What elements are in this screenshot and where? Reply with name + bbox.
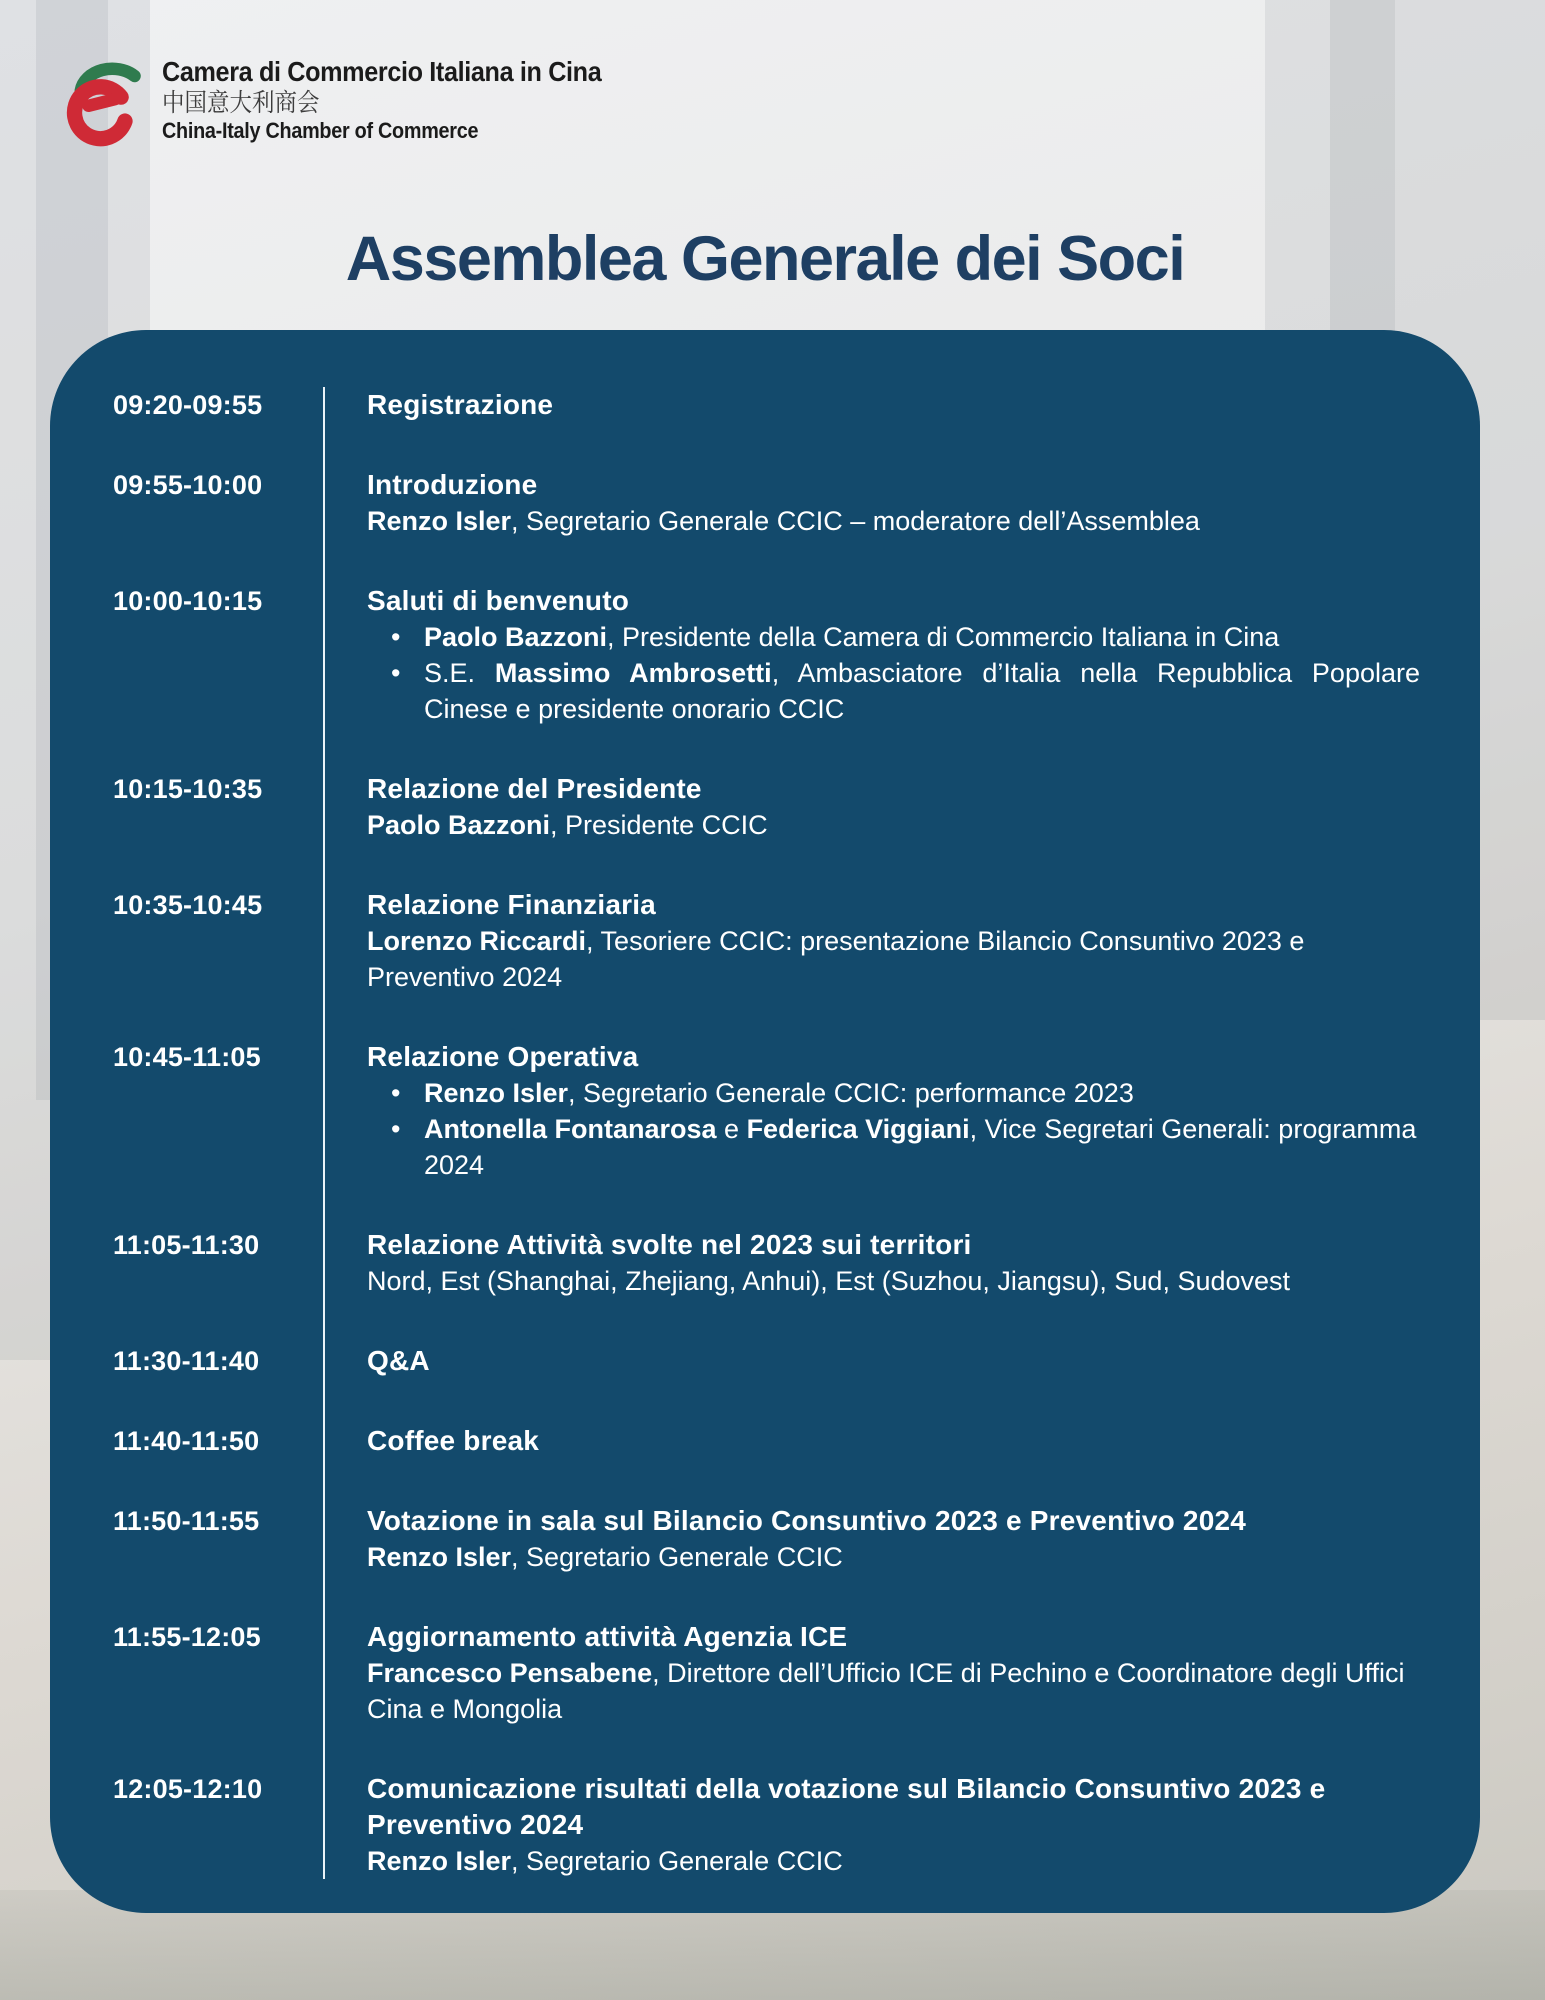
text-run: , Tesoriere CCIC: presentazione Bilancio Consuntivo 2023 e Preventivo 2024 <box>367 926 1305 992</box>
agenda-line-bullet <box>367 1075 1420 1111</box>
agenda-line-bullet <box>367 655 1420 727</box>
agenda-line-title <box>367 583 1420 619</box>
text-run: Renzo Isler <box>367 1542 512 1572</box>
agenda-line-title <box>367 771 1420 807</box>
text-run: Relazione Attività svolte nel 2023 sui territori <box>367 1229 972 1260</box>
agenda-line-title <box>367 1771 1420 1843</box>
agenda-content <box>323 1343 1420 1423</box>
page-title: Assemblea Generale dei Soci <box>345 224 1185 294</box>
logo-name-italian: Camera di Commercio Italiana in Cina <box>162 56 602 87</box>
text-run: Renzo Isler <box>367 1846 512 1876</box>
agenda-line-title <box>367 1343 1420 1379</box>
logo-name-chinese: 中国意大利商会 <box>162 89 320 117</box>
agenda-row <box>113 887 1420 1039</box>
text-run: , Presidente CCIC <box>550 810 768 840</box>
agenda-line-title <box>367 1619 1420 1655</box>
agenda-content <box>323 1503 1420 1619</box>
text-run: Comunicazione risultati della votazione sul Bilancio Consuntivo 2023 e Preventivo 2024 <box>367 1773 1326 1840</box>
agenda-line-title <box>367 467 1420 503</box>
agenda-line-text <box>367 1843 1420 1879</box>
agenda-row <box>113 1619 1420 1771</box>
text-run: Francesco Pensabene <box>367 1658 653 1688</box>
agenda-row <box>113 1503 1420 1619</box>
agenda-line-text <box>367 1655 1420 1727</box>
agenda-time: 10:15-10:35 <box>113 774 263 804</box>
text-run: Relazione del Presidente <box>367 773 702 804</box>
text-run: Registrazione <box>367 389 554 420</box>
agenda-content <box>323 1227 1420 1343</box>
agenda-panel <box>50 330 1480 1913</box>
text-run: Votazione in sala sul Bilancio Consuntivo 2023 e Preventivo 2024 <box>367 1505 1247 1536</box>
agenda-line-bullet <box>367 1111 1420 1183</box>
agenda-content <box>323 387 1420 467</box>
agenda-line-bullet <box>367 619 1420 655</box>
text-run: , Ambasciatore d’Italia nella Repubblica Popolare Cinese e presidente onorario CCIC <box>424 658 1421 724</box>
agenda-time: 11:55-12:05 <box>113 1622 261 1652</box>
text-run: Nord, Est (Shanghai, Zhejiang, Anhui), Est (Suzhou, Jiangsu), Sud, Sudovest <box>367 1266 1291 1296</box>
text-run: Renzo Isler <box>424 1078 569 1108</box>
text-run: , Presidente della Camera di Commercio Italiana in Cina <box>607 622 1280 652</box>
agenda-schedule <box>113 387 1420 1879</box>
agenda-content <box>323 887 1420 1039</box>
agenda-time: 11:40-11:50 <box>113 1426 260 1456</box>
agenda-line-title <box>367 387 1420 423</box>
agenda-time: 12:05-12:10 <box>113 1774 263 1804</box>
text-run: Paolo Bazzoni <box>424 622 608 652</box>
text-run: , Segretario Generale CCIC: performance 2023 <box>568 1078 1134 1108</box>
agenda-content <box>323 1039 1420 1227</box>
agenda-time: 11:05-11:30 <box>113 1230 260 1260</box>
text-run: Aggiornamento attività Agenzia ICE <box>367 1621 848 1652</box>
agenda-row <box>113 1039 1420 1227</box>
agenda-line-title <box>367 1039 1420 1075</box>
text-run: , Vice Segretari Generali: programma 2024 <box>424 1114 1417 1180</box>
agenda-line-title <box>367 1503 1420 1539</box>
agenda-content <box>323 1423 1420 1503</box>
text-run: Relazione Operativa <box>367 1041 639 1072</box>
agenda-time: 10:00-10:15 <box>113 586 263 616</box>
agenda-time: 11:50-11:55 <box>113 1506 260 1536</box>
agenda-content <box>323 1619 1420 1771</box>
text-run: Lorenzo Riccardi <box>367 926 587 956</box>
agenda-row <box>113 387 1420 467</box>
text-run: , Segretario Generale CCIC <box>511 1846 843 1876</box>
text-run: Federica Viggiani <box>746 1114 970 1144</box>
agenda-row <box>113 583 1420 771</box>
text-run: Introduzione <box>367 469 538 500</box>
agenda-line-title <box>367 1423 1420 1459</box>
text-run: Paolo Bazzoni <box>367 810 551 840</box>
agenda-time: 09:55-10:00 <box>113 470 263 500</box>
agenda-row <box>113 1343 1420 1423</box>
logo-text-block <box>162 56 650 144</box>
agenda-row <box>113 1771 1420 1879</box>
text-run: Coffee break <box>367 1425 540 1456</box>
text-run: , Segretario Generale CCIC <box>511 1542 843 1572</box>
logo-name-english: China-Italy Chamber of Commerce <box>162 118 479 143</box>
text-run: Antonella Fontanarosa <box>424 1114 717 1144</box>
agenda-time: 10:35-10:45 <box>113 890 263 920</box>
agenda-time: 09:20-09:55 <box>113 390 263 420</box>
agenda-time: 10:45-11:05 <box>113 1042 261 1072</box>
agenda-line-text <box>367 1539 1420 1575</box>
text-run: , Direttore dell’Ufficio ICE di Pechino e Coordinatore degli Uffici Cina e Mongolia <box>367 1658 1405 1724</box>
text-run: S.E. <box>424 658 495 688</box>
ccic-logo <box>52 52 650 148</box>
text-run: e <box>716 1114 747 1144</box>
agenda-row <box>113 771 1420 887</box>
agenda-line-text <box>367 503 1420 539</box>
agenda-content <box>323 1771 1420 1879</box>
agenda-line-title <box>367 887 1420 923</box>
agenda-line-text <box>367 807 1420 843</box>
agenda-time: 11:30-11:40 <box>113 1346 260 1376</box>
ccic-logo-icon <box>52 52 148 148</box>
agenda-line-text <box>367 1263 1420 1299</box>
agenda-content <box>323 771 1420 887</box>
text-run: Relazione Finanziaria <box>367 889 656 920</box>
agenda-content <box>323 467 1420 583</box>
agenda-row <box>113 467 1420 583</box>
text-run: Massimo Ambrosetti <box>494 658 772 688</box>
text-run: Saluti di benvenuto <box>367 585 630 616</box>
text-run: , Segretario Generale CCIC – moderatore dell’Assemblea <box>511 506 1200 536</box>
agenda-row <box>113 1227 1420 1343</box>
text-run: Renzo Isler <box>367 506 512 536</box>
agenda-row <box>113 1423 1420 1503</box>
agenda-line-title <box>367 1227 1420 1263</box>
text-run: Q&A <box>367 1345 430 1376</box>
agenda-line-text <box>367 923 1420 995</box>
agenda-content <box>323 583 1420 771</box>
